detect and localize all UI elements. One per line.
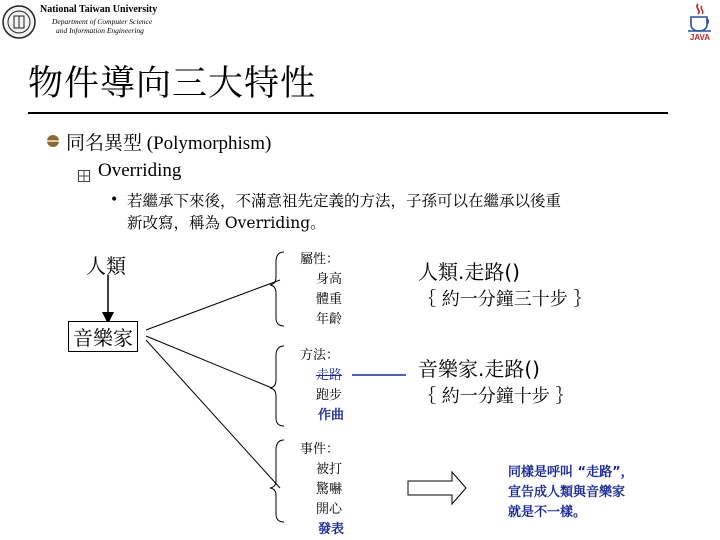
call-parent: 人類.走路() [418, 260, 520, 284]
slide-title: 物件導向三大特性 [28, 64, 317, 104]
dept-line-2: and Information Engineering [56, 26, 144, 35]
attributes-header: 屬性： [300, 252, 340, 267]
brace-methods [270, 346, 284, 426]
method-item-overridden: 走路 [316, 368, 343, 383]
level3-bullet-icon: • [110, 192, 119, 208]
method-item: 跑步 [316, 388, 343, 403]
connector-methods [146, 336, 272, 388]
event-item: 開心 [316, 502, 343, 517]
call-child-body: ｛ 約一分鐘十步 ｝ [418, 386, 574, 407]
note-line: 同樣是呼叫 “走路”， [508, 465, 634, 480]
conclusion-note [508, 463, 634, 523]
method-item-added: 作曲 [318, 408, 345, 423]
event-item: 被打 [316, 462, 343, 477]
call-parent-body: ｛ 約一分鐘三十步 ｝ [418, 289, 592, 310]
level1-text: 同名異型 (Polymorphism) [66, 133, 272, 154]
level3-line-1: 若繼承下來後，不滿意祖先定義的方法，子孫可以在繼承以後重 [127, 192, 562, 210]
events-header: 事件： [300, 442, 340, 457]
level2-text: Overriding [98, 160, 182, 181]
attribute-item: 年齡 [316, 312, 343, 327]
event-item-added: 發表 [318, 522, 345, 537]
level3-line-2: 新改寫，稱為 Overriding。 [127, 214, 326, 232]
note-arrow [408, 472, 466, 504]
attribute-item: 身高 [316, 272, 343, 287]
events-group [300, 440, 344, 540]
dept-line-1: Department of Computer Science [52, 17, 153, 26]
attributes-group [300, 250, 342, 330]
connector-attributes [146, 280, 280, 330]
university-name: National Taiwan University [40, 4, 158, 15]
call-child: 音樂家.走路() [418, 357, 540, 381]
methods-header: 方法： [300, 348, 340, 363]
attribute-item: 體重 [316, 292, 343, 307]
note-line: 就是不一樣。 [508, 505, 587, 520]
connector-events [146, 340, 280, 488]
note-line: 宣告成人類與音樂家 [508, 485, 626, 500]
brace-attributes [270, 252, 284, 326]
brace-events [270, 440, 284, 522]
class-child-label: 音樂家 [68, 321, 138, 352]
svg-text:JAVA: JAVA [689, 33, 711, 42]
methods-group [300, 346, 344, 426]
event-item: 驚嚇 [316, 482, 343, 497]
class-parent-label: 人類 [86, 254, 126, 278]
